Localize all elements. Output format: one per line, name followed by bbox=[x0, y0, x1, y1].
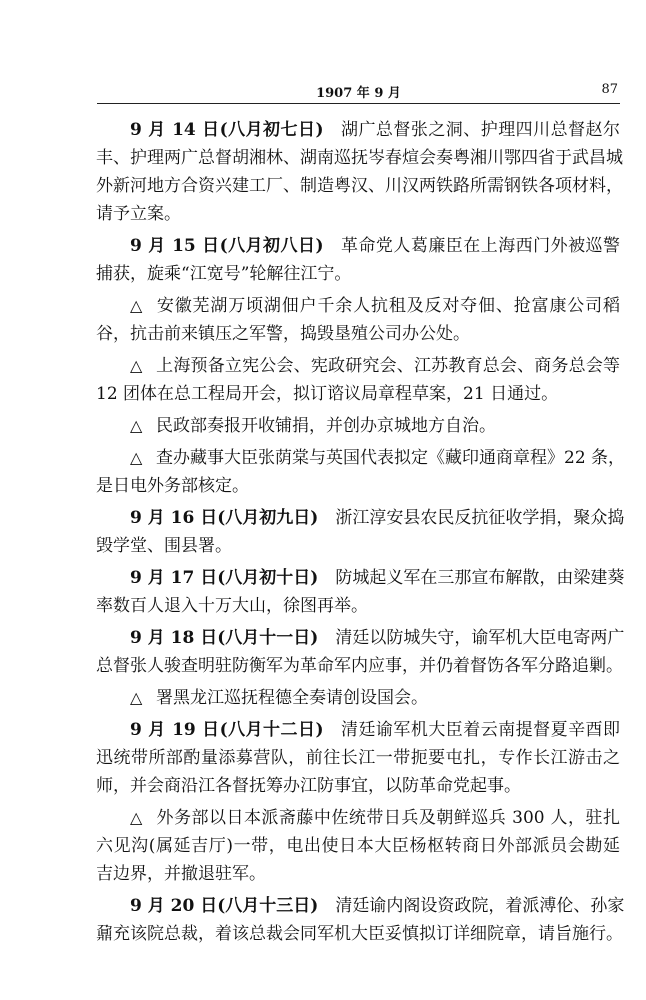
date-entry bbox=[96, 716, 620, 800]
triangle-marker-icon: △ bbox=[130, 808, 143, 827]
entry-date: 9 月 14 日(八月初七日) bbox=[130, 120, 324, 140]
text-line bbox=[96, 292, 620, 320]
text-line bbox=[96, 920, 623, 948]
line-text: 清廷谕内阁设资政院，着派溥伦、孙家 bbox=[335, 896, 625, 916]
sub-entry bbox=[96, 684, 620, 712]
line-text: 安徽芜湖万顷湖佃户千余人抗租及反对夺佃、抢富康公司稻 bbox=[156, 296, 620, 316]
text-line bbox=[96, 116, 620, 144]
triangle-marker-icon: △ bbox=[130, 688, 143, 707]
line-text: 查办藏事大臣张荫棠与英国代表拟定《藏印通商章程》22 条， bbox=[156, 448, 626, 468]
text-line bbox=[96, 716, 620, 744]
line-text: 师，并会商沿江各督抚筹办江防事宜，以防革命党起事。 bbox=[96, 776, 521, 796]
line-text: 是日电外务部核定。 bbox=[96, 476, 249, 496]
text-line bbox=[96, 144, 623, 172]
line-text: 署黑龙江巡抚程德全奏请创设国会。 bbox=[156, 688, 428, 708]
line-text: 总督张人骏查明驻防衡军为革命军内应事，并仍着督饬各军分路追剿。 bbox=[96, 656, 623, 676]
text-line bbox=[96, 412, 620, 440]
text-line bbox=[96, 320, 620, 348]
sub-entry bbox=[96, 292, 620, 348]
line-text: 吉边界，并撤退驻军。 bbox=[96, 864, 266, 884]
line-text: 请予立案。 bbox=[96, 204, 181, 224]
text-line bbox=[96, 200, 620, 228]
line-text: 谷，抗击前来镇压之军警，捣毁垦殖公司办公处。 bbox=[96, 324, 470, 344]
date-entry bbox=[96, 116, 623, 228]
date-entry bbox=[96, 504, 625, 560]
entry-date: 9 月 19 日(八月十二日) bbox=[130, 720, 324, 740]
page-number: 87 bbox=[601, 82, 618, 97]
line-text: 六见沟(属延吉厅)一带，电出使日本大臣杨枢转商日外部派员会勘延 bbox=[96, 836, 620, 856]
text-line bbox=[96, 260, 620, 288]
line-text: 清廷谕军机大臣着云南提督夏辛酉即 bbox=[340, 720, 621, 740]
line-text: 捕获，旋乘“江宽号”轮解往江宁。 bbox=[96, 264, 352, 284]
line-text: 民政部奏报开收铺捐，并创办京城地方自治。 bbox=[156, 416, 496, 436]
text-line bbox=[96, 172, 623, 200]
line-text: 浙江淳安县农民反抗征收学捐，聚众捣 bbox=[335, 508, 625, 528]
triangle-marker-icon: △ bbox=[130, 356, 143, 375]
text-line bbox=[96, 772, 620, 800]
line-text: 清廷以防城失守，谕军机大臣电寄两广 bbox=[335, 628, 625, 648]
entry-date: 9 月 17 日(八月初十日) bbox=[130, 568, 319, 588]
text-line bbox=[96, 380, 620, 408]
text-line bbox=[96, 564, 625, 592]
entry-date: 9 月 16 日(八月初九日) bbox=[130, 508, 319, 528]
header-title: 1907 年 9 月 bbox=[316, 86, 401, 101]
text-line bbox=[96, 624, 625, 652]
text-line bbox=[96, 804, 620, 832]
sub-entry bbox=[96, 804, 620, 888]
line-text: 迅统带所部酌量添募营队，前往长江一带扼要屯扎，专作长江游击之 bbox=[96, 748, 620, 768]
text-line bbox=[96, 652, 623, 680]
line-text: 12 团体在总工程局开会，拟订谘议局章程草案，21 日通过。 bbox=[96, 384, 559, 404]
triangle-marker-icon: △ bbox=[130, 296, 143, 315]
entry-date: 9 月 18 日(八月十一日) bbox=[130, 628, 319, 648]
line-text: 率数百人退入十万大山，徐图再举。 bbox=[96, 596, 368, 616]
text-line bbox=[96, 684, 620, 712]
chronology-body bbox=[96, 116, 626, 952]
date-entry bbox=[96, 892, 625, 948]
text-line bbox=[96, 532, 620, 560]
triangle-marker-icon: △ bbox=[130, 448, 143, 467]
text-line bbox=[96, 744, 620, 772]
line-text: 上海预备立宪公会、宪政研究会、江苏教育总会、商务总会等 bbox=[156, 356, 620, 376]
date-entry bbox=[96, 624, 625, 680]
line-text: 防城起义军在三那宣布解散，由梁建葵 bbox=[335, 568, 625, 588]
sub-entry bbox=[96, 444, 626, 500]
sub-entry bbox=[96, 412, 620, 440]
text-line bbox=[96, 832, 620, 860]
running-header bbox=[97, 79, 620, 104]
line-text: 湖广总督张之洞、护理四川总督赵尔 bbox=[340, 120, 621, 140]
text-line bbox=[96, 504, 625, 532]
text-line bbox=[96, 892, 625, 920]
line-text: 外新河地方合资兴建工厂、制造粤汉、川汉两铁路所需钢铁各项材料， bbox=[96, 176, 623, 196]
text-line bbox=[96, 352, 620, 380]
text-line bbox=[96, 860, 620, 888]
line-text: 革命党人葛廉臣在上海西门外被巡警 bbox=[340, 236, 621, 256]
date-entry bbox=[96, 564, 625, 620]
text-line bbox=[96, 232, 620, 260]
line-text: 外务部以日本派斋藤中佐统带日兵及朝鲜巡兵 300 人，驻扎 bbox=[156, 808, 620, 828]
entry-date: 9 月 15 日(八月初八日) bbox=[130, 236, 324, 256]
line-text: 毁学堂、围县署。 bbox=[96, 536, 232, 556]
text-line bbox=[96, 592, 620, 620]
line-text: 丰、护理两广总督胡湘林、湖南巡抚岑春煊会奏粤湘川鄂四省于武昌城 bbox=[96, 148, 623, 168]
date-entry bbox=[96, 232, 620, 288]
text-line bbox=[96, 472, 620, 500]
line-text: 鼐充该院总裁，着该总裁会同军机大臣妥慎拟订详细院章，请旨施行。 bbox=[96, 924, 623, 944]
sub-entry bbox=[96, 352, 620, 408]
entry-date: 9 月 20 日(八月十三日) bbox=[130, 896, 319, 916]
text-line bbox=[96, 444, 626, 472]
triangle-marker-icon: △ bbox=[130, 416, 143, 435]
